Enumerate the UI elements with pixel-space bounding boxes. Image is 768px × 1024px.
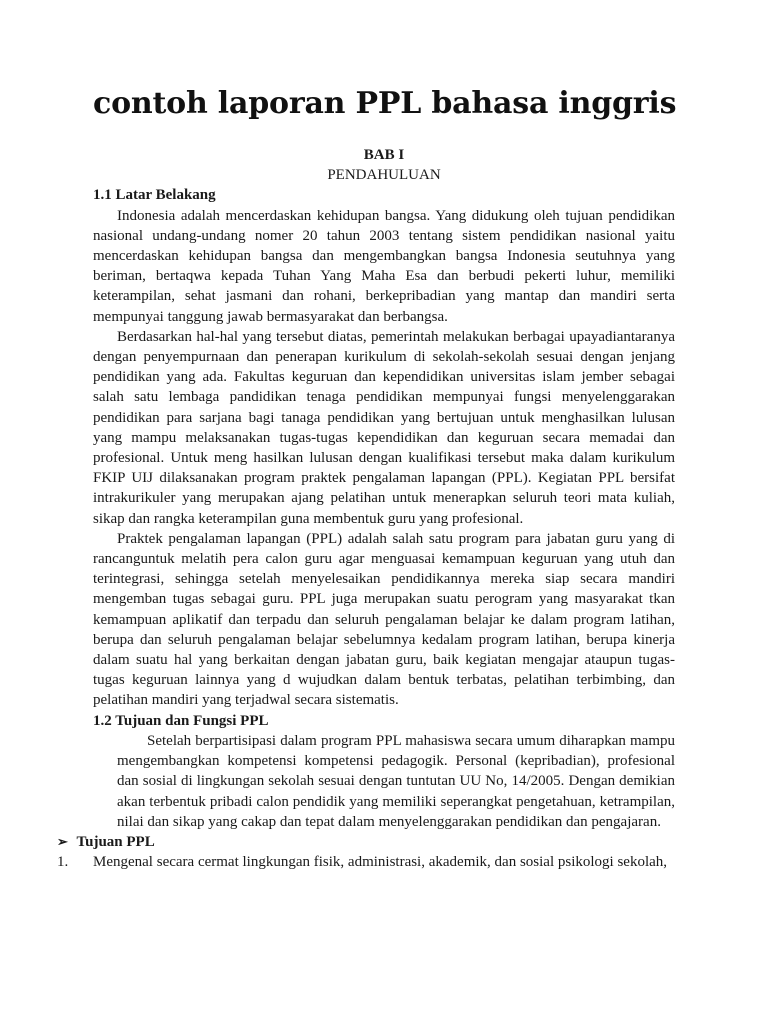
- chapter-number: BAB I: [363, 147, 405, 163]
- paragraph: Praktek pengalaman lapangan (PPL) adalah salah satu program para jabatan guru yang di rancanguntuk melatih pera calon guru agar menguasai kemampuan keguruan yang utuh dan terintegrasi, sehingga setelah menyelesaikan pendidikannya mereka siap secara mandiri mengemban tugas sebagai guru. PPL juga merupakan suatu perogram yang masyarakat tkan kemampuan aplikatif dan terpadu dan seluruh pengalaman belajar ke dalam program latihan, berupa dan seluruh pengalaman belajar sebelumnya kedalam program latihan, berupa kinerja dalam suatu hal yang berkaitan dengan jabatan guru, baik kegiatan mengajar ataupun tugas-tugas keguruan lainnya yang d wujudkan dalam bentuk terbatas, pelatihan terbimbing, dan pelatihan mandiri yang terjadwal secara sistematis.: [93, 530, 675, 709]
- list-item-number: 1.: [57, 854, 69, 871]
- paragraph: Berdasarkan hal-hal yang tersebut diatas, pemerintah melakukan berbagai upayadiantaranya dengan penyempurnaan dan penerapan kurikulum di sekolah-sekolah sesuai dengan jenjang pendidikan yang ada. Fakultas keguruan dan kependidikan universitas islam jember sebagai salah satu lembaga pandidikan tenaga pendidikan mempunyai fungsi menyelenggarakan pendidikan para sarjana bagi tanaga pendidikan yang bertujuan untuk menghasilkan lulusan yang mampu melaksanakan tugas-tugas kependidikan dan keguruan secara memadai dan profesional. Untuk meng hasilkan lulusan dengan kualifikasi tersebut maka dalam kurikulum FKIP UIJ dilaksanakan program praktek pengalaman lapangan (PPL). Kegiatan PPL bersifat intrakurikuler yang merupakan ajang pelatihan untuk menerapkan seluruh teori mata kuliah, sikap dan rangka keterampilan guna membentuk guru yang profesional.: [93, 328, 675, 527]
- paragraph: Setelah berpartisipasi dalam program PPL mahasiswa secara umum diharapkan mampu mengembangkan kompetensi kompetensi pedagogik. Personal (kepribadian), profesional dan sosial di lingkungan sekolah sesuai dengan tuntutan UU No, 14/2005. Dengan demikian akan terbentuk pribadi calon pendidik yang memiliki seperangkat pengetahuan, ketrampilan, nilai dan sikap yang cakap dan tepat dalam menyelenggarakan pendidikan dan pengajaran.: [117, 732, 675, 830]
- document-body: [57, 145, 675, 872]
- list-item: [57, 852, 675, 872]
- chapter-title: PENDAHULUAN: [327, 167, 441, 184]
- section-1-2-block: [93, 731, 675, 832]
- section-heading-1-1: 1.1 Latar Belakang: [93, 187, 216, 204]
- tujuan-heading-label: Tujuan PPL: [76, 833, 155, 850]
- section-heading-1-2: 1.2 Tujuan dan Fungsi PPL: [93, 712, 269, 729]
- document-title: contoh laporan PPL bahasa inggris: [93, 86, 677, 121]
- arrow-bullet-icon: ➢: [57, 833, 68, 849]
- paragraph: Indonesia adalah mencerdaskan kehidupan bangsa. Yang didukung oleh tujuan pendidikan nasional undang-undang nomer 20 tahun 2003 tentang sistem pendidikan nasional yaitu mencerdaskan kehidupan bangsa dan mengembangkan bangsa Indonesia seutuhnya yang beriman, bertaqwa kepada Tuhan Yang Maha Esa dan berbudi pekerti luhur, memiliki keterampilan, sehat jasmani dan rohani, berkepribadian yang mantap dan mandiri serta mempunyai tanggung jawab bermasyarakat dan berbangsa.: [93, 207, 675, 325]
- list-item-text: Mengenal secara cermat lingkungan fisik, administrasi, akademik, dan sosial psikologi sekolah,: [93, 854, 668, 871]
- tujuan-heading: [57, 832, 639, 852]
